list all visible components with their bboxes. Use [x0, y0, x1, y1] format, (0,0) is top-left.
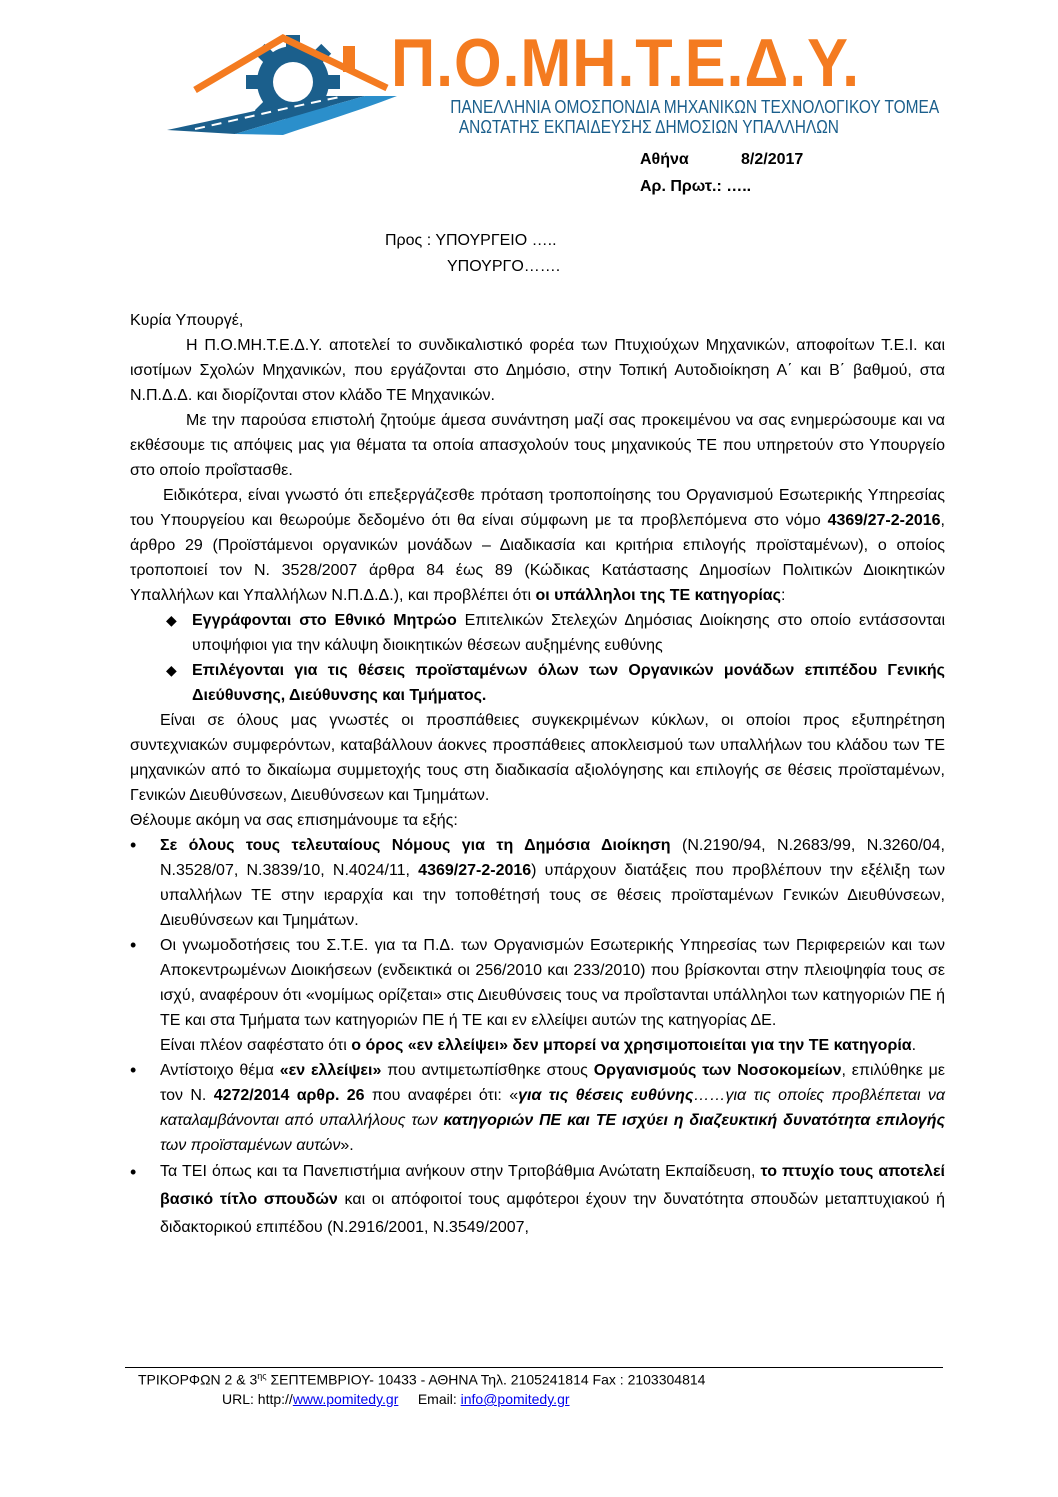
footer-contacts: URL: http://www.pomitedy.gr Email: info@pomitedy.gr: [222, 1391, 570, 1407]
org-name-line-1: ΠΑΝΕΛΛΗΝΙΑ ΟΜΟΣΠΟΝΔΙΑ ΜΗΧΑΝΙΚΩΝ ΤΕΧΝΟΛΟΓΙΚΟΥ ΤΟΜΕΑ: [450, 97, 940, 117]
points-list: [130, 833, 945, 1242]
provisions-list: [130, 608, 945, 708]
list-item: ◆ Εγγράφονται στο Εθνικό Μητρώο Επιτελικών Στελεχών Δημόσιας Διοίκησης στο οποίο εντάσσονται υποψήφιοι για την κάλυψη διοικητικών θέσεων αυξημένης ευθύνης: [130, 608, 945, 658]
bullet-icon: •: [130, 935, 137, 955]
bullet-icon: •: [130, 1060, 137, 1080]
diamond-bullet-icon: ◆: [166, 662, 177, 678]
bullet-icon: •: [130, 1162, 137, 1182]
paragraph-specifics: Ειδικότερα, είναι γνωστό ότι επεξεργάζεσθε πρόταση τροποποίησης του Οργανισμού Εσωτερικής Υπηρεσίας του Υπουργείου και θεωρούμε δεδομένο ότι θα είναι σύμφωνη με τα προβλεπόμενα στο νόμο 4369/27-2-2016, άρθρο 29 (Προϊστάμενοι οργανικών μονάδων – Διαδικασία και κριτήρια επιλογής προϊσταμένων), ο οποίος τροποποιεί τον Ν. 3528/2007 άρθρα 84 έως 89 (Κώδικας Κατάστασης Δημοσίων Πολιτικών Διοικητικών Υπαλλήλων και Υπαλλήλων Ν.Π.Δ.Δ.), και προβλέπει ότι οι υπάλληλοι της ΤΕ κατηγορίας:: [130, 487, 945, 604]
list-item: • Σε όλους τους τελευταίους Νόμους για τη Δημόσια Διοίκηση (Ν.2190/94, Ν.2683/99, Ν.3260/04, Ν.3528/07, Ν.3839/10, Ν.4024/11, 4369/27-2-2016) υπάρχουν διατάξεις που προβλέπουν την εξέλιξη των υπαλλήλων ΤΕ στην ιεραρχία και την τοποθέτησή τους σε θέσεις προϊσταμένων Γενικών Διευθύνσεων, Διευθύνσεων και Τμημάτων.: [130, 835, 946, 929]
paragraph-efforts: Είναι σε όλους μας γνωστές οι προσπάθειες συγκεκριμένων κύκλων, οι οποίοι προς εξυπηρέτηση συντεχνιακών συμφερόντων, καταβάλλουν άοκνες προσπάθειες αποκλεισμού των υπαλλήλων του κλάδου των ΤΕ μηχανικών από το δικαίωμα συμμετοχής τους στη διαδικασία αξιολόγησης και επιλογής σε θέσεις προϊσταμένων, Γενικών Διευθύνσεων, Διευθύνσεων και Τμημάτων.: [130, 712, 945, 804]
footer-divider: [125, 1367, 943, 1368]
house-road-gear-logo-icon: [165, 30, 405, 135]
paragraph-meeting-request: Με την παρούσα επιστολή ζητούμε άμεσα συνάντηση μαζί σας προκειμένου να σας ενημερώσουμε και να εκθέσουμε τις απόψεις μας για θέματα τα οποία απασχολούν τους μηχανικούς ΤΕ που υπηρετούν στο Υπουργείο στο οποίο προΐστασθε.: [130, 412, 945, 479]
salutation: Κυρία Υπουργέ,: [130, 312, 244, 329]
letter-body: [130, 308, 945, 1242]
org-acronym: Π.Ο.ΜΗ.Τ.Ε.Δ.Υ.: [391, 25, 861, 101]
list-item: • Τα ΤΕΙ όπως και τα Πανεπιστήμια ανήκουν στην Τριτοβάθμια Ανώτατη Εκπαίδευση, το πτυχίο τους αποτελεί βασικό τίτλο σπουδών και οι απόφοιτοί τους αμφότεροι έχουν την δυνατότητα σπουδών μεταπτυχιακού ή διδακτορικού επιπέδου (Ν.2916/2001, Ν.3549/2007,: [130, 1158, 945, 1242]
recipient-minister: ΥΠΟΥΡΓΟ…….: [447, 258, 561, 275]
recipient-ministry: Προς : ΥΠΟΥΡΓΕΙΟ …..: [385, 232, 557, 249]
footer-address: ΤΡΙΚΟΡΦΩΝ 2 & $3^{\eta\varsigma}$ ΣΕΠΤΕΜΒΡΙΟΥ- 10433 - ΑΘΗΝΑ Τηλ. 2105241814 Fax : 2103304814: [138, 1371, 706, 1388]
list-item: ◆ Επιλέγονται για τις θέσεις προϊσταμένων όλων των Οργανικών μονάδων επιπέδου Γενικής Διεύθυνσης, Διεύθυνσης και Τμήματος.: [130, 658, 945, 708]
list-item: • Οι γνωμοδοτήσεις του Σ.Τ.Ε. για τα Π.Δ. των Οργανισμών Εσωτερικής Υπηρεσίας των Περιφερειών και των Αποκεντρωμένων Διοικήσεων (ενδεικτικά οι 256/2010 και 233/2010) που βρίσκονται στην πλειοψηφία τους σε ισχύ, αναφέρουν ότι «νομίμως ορίζεται» στις Διευθύνσεις τους να προΐστανται υπάλληλοι των κατηγοριών ΠΕ ή ΤΕ και στα Τμήματα των κατηγοριών ΠΕ ή ΤΕ και εν ελλείψει αυτών της κατηγορίας ΔΕ. Είναι πλέον σαφέστατο ότι ο όρος «εν ελλείψει» δεν μπορεί να χρησιμοποιείται για την ΤΕ κατηγορία.: [130, 935, 945, 1054]
email-link[interactable]: info@pomitedy.gr: [460, 1391, 570, 1407]
org-name-line-2: ΑΝΩΤΑΤΗΣ ΕΚΠΑΙΔΕΥΣΗΣ ΔΗΜΟΣΙΩΝ ΥΠΑΛΛΗΛΩΝ: [458, 117, 839, 137]
letterhead: [165, 25, 940, 140]
bullet-icon: •: [130, 835, 137, 855]
paragraph-points-intro: Θέλουμε ακόμη να σας επισημάνουμε τα εξής:: [130, 812, 458, 829]
date-value: 8/2/2017: [741, 151, 804, 168]
website-link[interactable]: www.pomitedy.gr: [292, 1391, 399, 1407]
diamond-bullet-icon: ◆: [166, 612, 177, 628]
date-city: Αθήνα: [640, 151, 689, 168]
paragraph-intro: Η Π.Ο.ΜΗ.Τ.Ε.Δ.Υ. αποτελεί το συνδικαλιστικό φορέα των Πτυχιούχων Μηχανικών, αποφοίτων Τ.Ε.Ι. και ισοτίμων Σχολών Μηχανικών, που εργάζονται στο Δημόσιο, στην Τοπική Αυτοδιοίκηση Α΄ και Β΄ βαθμού, στα Ν.Π.Δ.Δ. και διορίζονται στον κλάδο ΤΕ Μηχανικών.: [130, 337, 945, 404]
list-item: • Αντίστοιχο θέμα «εν ελλείψει» που αντιμετωπίσθηκε στους Οργανισμούς των Νοσοκομείων, επιλύθηκε με τον Ν. 4272/2014 αρθρ. 26 που αναφέρει ότι: «για τις θέσεις ευθύνης……για τις οποίες προβλέπεται να καταλαμβάνονται από υπαλλήλους των κατηγοριών ΠΕ και ΤΕ ισχύει η διαζευκτική δυνατότητα επιλογής των προϊσταμένων αυτών».: [130, 1060, 946, 1154]
protocol-number: Αρ. Πρωτ.: …..: [640, 178, 752, 195]
